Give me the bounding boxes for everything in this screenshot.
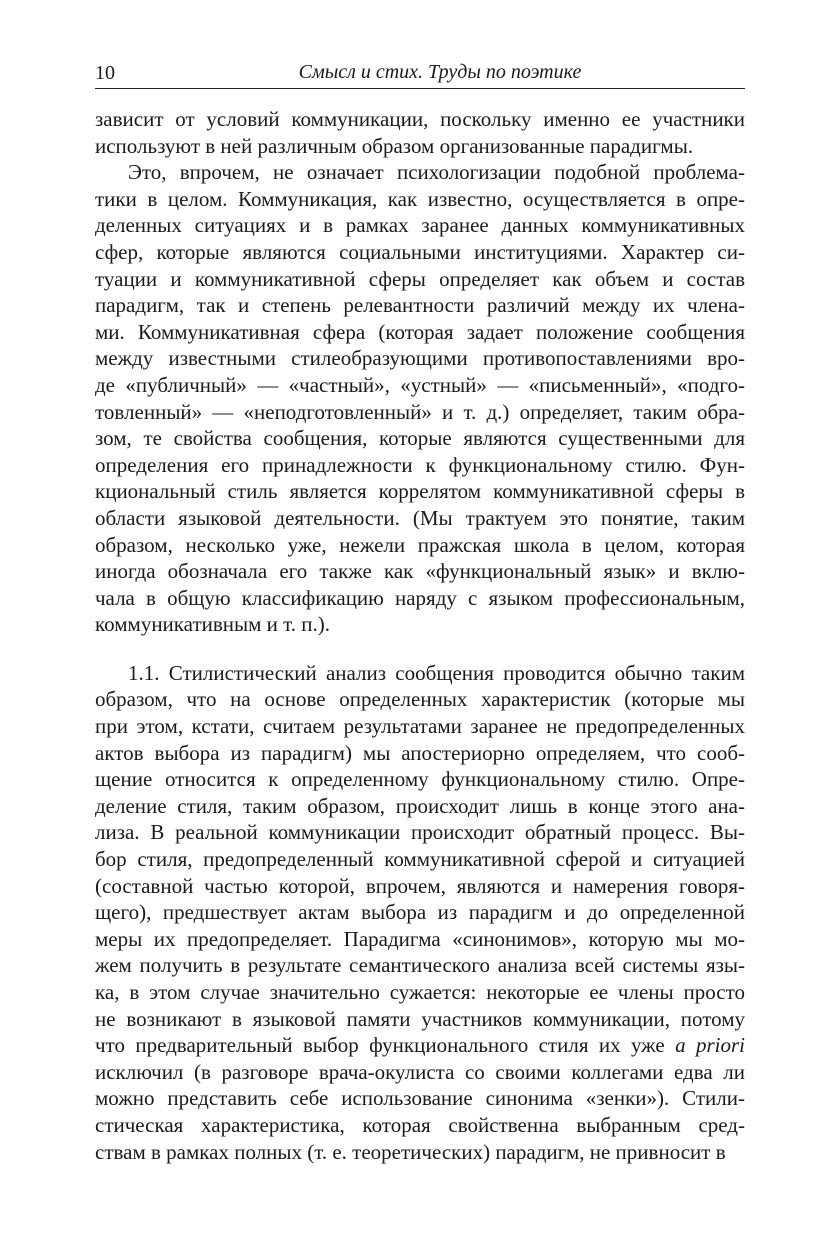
text-line: не возникают в языковой памяти участников коммуникации, потому (95, 1006, 745, 1031)
text-line: используют в ней различным образом организованные парадигмы. (95, 133, 694, 158)
text-segment: что предварительный выбор функционального стиля их уже (95, 1033, 665, 1058)
text-line: деленных ситуациях и в рамках заранее данных коммуникативных (95, 213, 745, 238)
section-gap (95, 638, 745, 660)
text-line: щего), предшествует актам выбора из парадигм и до определенной (95, 900, 745, 925)
text-line: зом, те свойства сообщения, которые являются существенными для (95, 426, 745, 451)
text-line: (составной частью которой, впрочем, являются и намерения говоря- (95, 873, 745, 898)
text-line: определения его принадлежности к функциональному стилю. Фун- (95, 452, 745, 477)
text-line: образом, несколько уже, нежели пражская школа в целом, которая (95, 532, 745, 557)
text-line: между известными стилеобразующими противопоставлениями вро- (95, 346, 745, 371)
body-text (95, 106, 745, 1165)
text-line: туации и коммуникативной сферы определяет как объем и состав (95, 266, 745, 291)
text-line: коммуникативным и т. п.). (95, 612, 330, 637)
text-line: иногда обозначала его также как «функциональный язык» и вклю- (95, 559, 745, 584)
text-line: парадигм, так и степень релевантности различий между их члена- (95, 293, 745, 318)
text-line: можно представить себе использование синонима «зенки»). Стили- (95, 1086, 745, 1111)
paragraph-2 (95, 159, 745, 638)
text-line: Это, впрочем, не означает психологизации подобной проблема- (128, 160, 745, 185)
text-line: области языковой деятельности. (Мы трактуем это понятие, таким (95, 505, 745, 530)
text-line: при этом, кстати, считаем результатами заранее не предопределенных (95, 714, 745, 739)
text-line: ми. Коммуникативная сфера (которая задает положение сообщения (95, 319, 745, 344)
text-line: жем получить в результате семантического анализа всей системы язы- (95, 953, 745, 978)
text-line: деление стиля, таким образом, происходит лишь в конце этого ана- (95, 793, 745, 818)
italic-term: a priori (675, 1033, 746, 1058)
text-line: чала в общую классификацию наряду с языком профессиональным, (95, 585, 745, 610)
text-line: товленный» — «неподготовленный» и т. д.) определяет, таким обра- (95, 399, 745, 424)
text-line: щение относится к определенному функциональному стилю. Опре- (95, 767, 745, 792)
text-line: кциональный стиль является коррелятом коммуникативной сферы в (95, 479, 745, 504)
text-line: зависит от условий коммуникации, поскольку именно ее участники (95, 107, 745, 131)
running-head (95, 58, 745, 89)
text-line: стическая характеристика, которая свойственна выбранным сред- (95, 1112, 745, 1137)
paragraph-1 (95, 106, 745, 159)
text-line: сфер, которые являются социальными институциями. Характер си- (95, 239, 745, 264)
paragraph-3 (95, 660, 745, 1165)
text-line-with-italic (95, 1032, 745, 1059)
page-number: 10 (95, 62, 115, 84)
text-line: ствам в рамках полных (т. е. теоретических) парадигм, не привносит в (95, 1139, 726, 1164)
text-line: 1.1. Стилистический анализ сообщения проводится обычно таким (128, 660, 745, 685)
text-line: актов выбора из парадигм) мы апостериорно определяем, что сооб- (95, 740, 745, 765)
text-line: меры их предопределяет. Парадигма «синонимов», которую мы мо- (95, 926, 745, 951)
text-line: лиза. В реальной коммуникации происходит обратный процесс. Вы- (95, 820, 745, 845)
running-title: Смысл и стих. Труды по поэтике (298, 61, 582, 83)
text-line: образом, что на основе определенных характеристик (которые мы (95, 687, 745, 712)
text-line: ка, в этом случае значительно сужается: некоторые ее члены просто (95, 980, 745, 1004)
text-line: де «публичный» — «частный», «устный» — «письменный», «подго- (95, 372, 745, 397)
text-line: исключил (в разговоре врача-окулиста со своими коллегами едва ли (95, 1059, 745, 1084)
text-line: бор стиля, предопределенный коммуникативной сферой и ситуацией (95, 847, 745, 872)
text-line: тики в целом. Коммуникация, как известно, осуществляется в опре- (95, 186, 745, 211)
